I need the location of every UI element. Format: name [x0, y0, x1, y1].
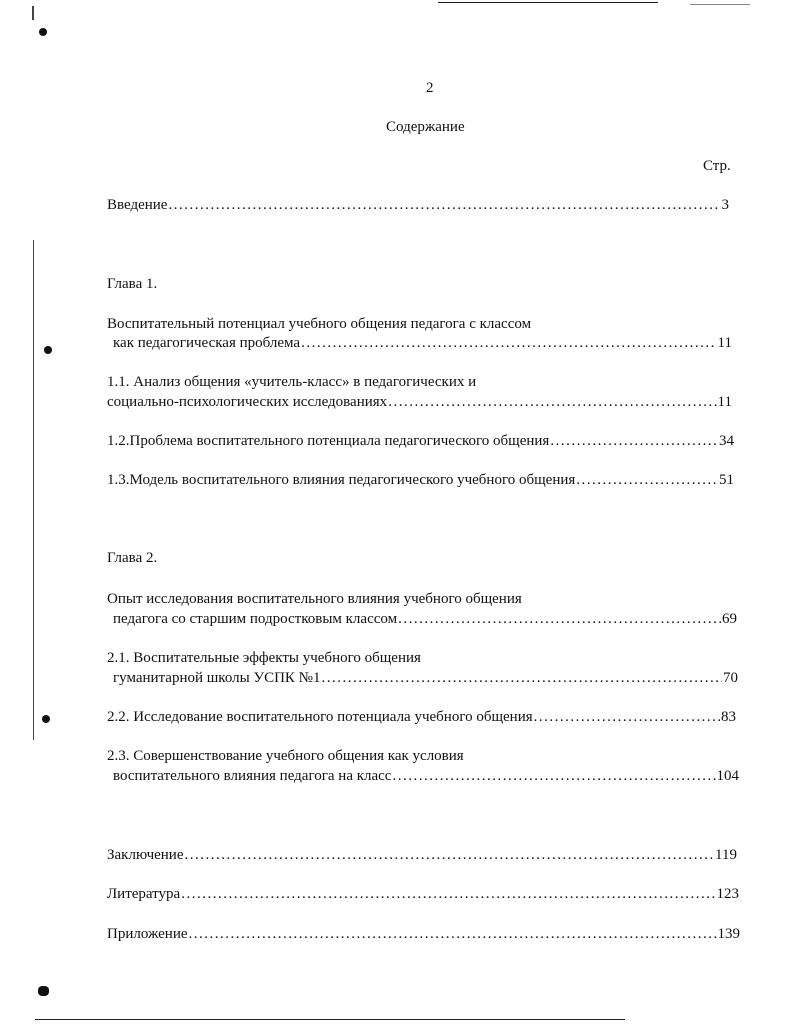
toc-entry-page: 3	[721, 197, 729, 213]
toc-entry-label-line2: педагога со старшим подростковым классом	[113, 611, 398, 627]
toc-entry-page: 104	[716, 768, 739, 784]
toc-leader-dots	[388, 393, 716, 411]
toc-leader-dots	[168, 196, 720, 214]
toc-entry-page: 123	[716, 886, 739, 902]
toc-entry-label: Заключение	[107, 847, 184, 863]
toc-entry-chapter-1	[113, 334, 732, 352]
toc-leader-dots	[189, 925, 717, 943]
page-number: 2	[426, 80, 434, 96]
toc-entry-label-line1: Опыт исследования воспитательного влияния учебного общения	[107, 591, 522, 607]
toc-entry-page: 139	[717, 926, 740, 942]
toc-entry-label: Приложение	[107, 926, 188, 942]
page-title: Содержание	[386, 119, 465, 135]
scan-edge-line-left	[33, 240, 34, 740]
toc-entry-section-1-2	[107, 432, 734, 450]
toc-entry-page: 34	[719, 433, 734, 449]
toc-leader-dots	[398, 610, 721, 628]
toc-leader-dots	[301, 334, 716, 352]
toc-entry-section-1-1	[107, 393, 732, 411]
toc-entry-section-2-3	[113, 767, 739, 785]
toc-entry-page: 70	[723, 670, 738, 686]
toc-entry-conclusion	[107, 846, 737, 864]
binder-hole-icon	[39, 28, 47, 36]
toc-entry-label-line1: Воспитательный потенциал учебного общения педагога с классом	[107, 316, 532, 332]
toc-entry-label-line2: воспитательного влияния педагога на класс	[113, 768, 392, 784]
toc-entry-section-2-1	[113, 669, 738, 687]
toc-entry-label-line2: гуманитарной школы УСПК №1	[113, 670, 321, 686]
binder-hole-icon	[38, 986, 49, 996]
toc-leader-dots	[576, 471, 718, 489]
toc-entry-page: 119	[715, 847, 737, 863]
scan-edge-line-top	[438, 2, 658, 3]
toc-entry-section-2-2	[107, 708, 736, 726]
scan-edge-line-left-top	[32, 6, 34, 20]
toc-entry-page: 69	[722, 611, 737, 627]
page-column-label: Стр.	[703, 158, 731, 174]
toc-entry-label: Литература	[107, 886, 181, 902]
toc-leader-dots	[392, 767, 715, 785]
toc-entry-page: 83	[721, 709, 736, 725]
binder-hole-icon	[42, 715, 50, 723]
toc-entry-literature	[107, 885, 739, 903]
toc-entry-section-1-3	[107, 471, 734, 489]
toc-leader-dots	[534, 708, 720, 726]
toc-entry-appendix	[107, 925, 740, 943]
toc-entry-page: 11	[717, 394, 732, 410]
toc-entry-label: 1.2.Проблема воспитательного потенциала педагогического общения	[107, 433, 550, 449]
toc-leader-dots	[185, 846, 715, 864]
toc-entry-label-line2: социально-психологических исследованиях	[107, 394, 388, 410]
toc-entry-page: 51	[719, 472, 734, 488]
toc-entry-label-line2: как педагогическая проблема	[113, 335, 301, 351]
toc-entry-label-line1: 2.3. Совершенствование учебного общения как условия	[107, 748, 464, 764]
toc-leader-dots	[321, 669, 722, 687]
toc-entry-label: 2.2. Исследование воспитательного потенциала учебного общения	[107, 709, 533, 725]
toc-entry-intro	[107, 196, 729, 214]
scan-edge-line-top-right	[690, 4, 750, 5]
toc-entry-chapter-2	[113, 610, 737, 628]
chapter-heading: Глава 1.	[107, 276, 158, 292]
toc-entry-page: 11	[717, 335, 732, 351]
binder-hole-icon	[44, 346, 52, 354]
toc-entry-label-line1: 2.1. Воспитательные эффекты учебного общения	[107, 650, 421, 666]
toc-entry-label: Введение	[107, 197, 168, 213]
toc-leader-dots	[181, 885, 715, 903]
toc-entry-label: 1.3.Модель воспитательного влияния педагогического учебного общения	[107, 472, 576, 488]
scan-edge-line-bottom	[35, 1019, 625, 1020]
chapter-heading: Глава 2.	[107, 550, 158, 566]
toc-leader-dots	[550, 432, 718, 450]
toc-entry-label-line1: 1.1. Анализ общения «учитель-класс» в педагогических и	[107, 374, 477, 390]
